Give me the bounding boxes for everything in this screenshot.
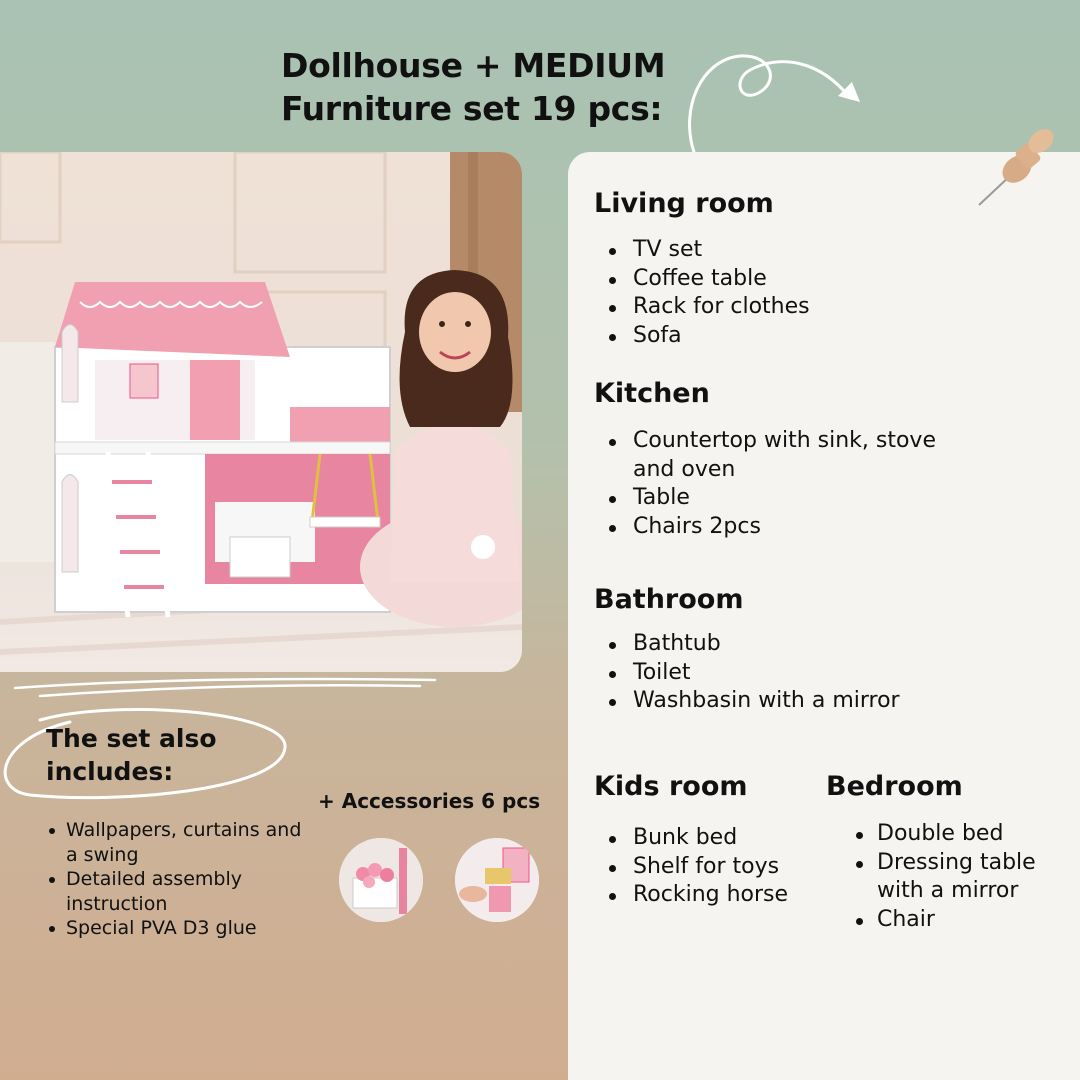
list-item: Countertop with sink, stove and oven [594,427,964,484]
kitchen-title: Kitchen [594,378,710,409]
underline-decoration [10,670,450,700]
list-item: Table [594,484,964,513]
list-item: Shelf for toys [594,853,814,882]
list-item: Bunk bed [594,824,814,853]
list-item: Sofa [594,322,994,351]
includes-heading-line-2: includes: [46,757,174,786]
list-item: Coffee table [594,265,994,294]
kitchen-list [594,427,964,541]
accessory-flowers-image [339,838,423,922]
list-item: Chair [826,906,1066,935]
bedroom-list [826,820,1066,934]
list-item: Wallpapers, curtains and a swing [46,818,306,867]
accessory-mirror-image [455,838,539,922]
living-room-title: Living room [594,188,774,219]
kids-room-title: Kids room [594,771,748,802]
title-line-2: Furniture set 19 pcs: [281,89,663,128]
includes-heading [46,722,286,788]
bedroom-title: Bedroom [826,771,963,802]
title-line-1: Dollhouse + MEDIUM [281,46,666,85]
list-item: Rack for clothes [594,293,994,322]
bathroom-list [594,630,1014,716]
list-item: Rocking horse [594,881,814,910]
list-item: Toilet [594,659,1014,688]
list-item: Special PVA D3 glue [46,916,306,941]
includes-heading-line-1: The set also [46,724,217,753]
photo-illustration [0,152,522,672]
curved-arrow-icon [680,40,870,160]
page-title [281,44,701,130]
bathroom-title: Bathroom [594,584,744,615]
dollhouse-photo [0,152,522,672]
living-room-list [594,236,994,350]
list-item: Double bed [826,820,1066,849]
list-item: Chairs 2pcs [594,513,964,542]
accessories-label: + Accessories 6 pcs [318,789,541,813]
list-item: Washbasin with a mirror [594,687,1014,716]
push-pin-icon [975,125,1065,215]
list-item: TV set [594,236,994,265]
list-item: Detailed assembly instruction [46,867,306,916]
list-item: Bathtub [594,630,1014,659]
includes-list [46,818,306,941]
kids-room-list [594,824,814,910]
list-item: Dressing table with a mirror [826,849,1066,906]
